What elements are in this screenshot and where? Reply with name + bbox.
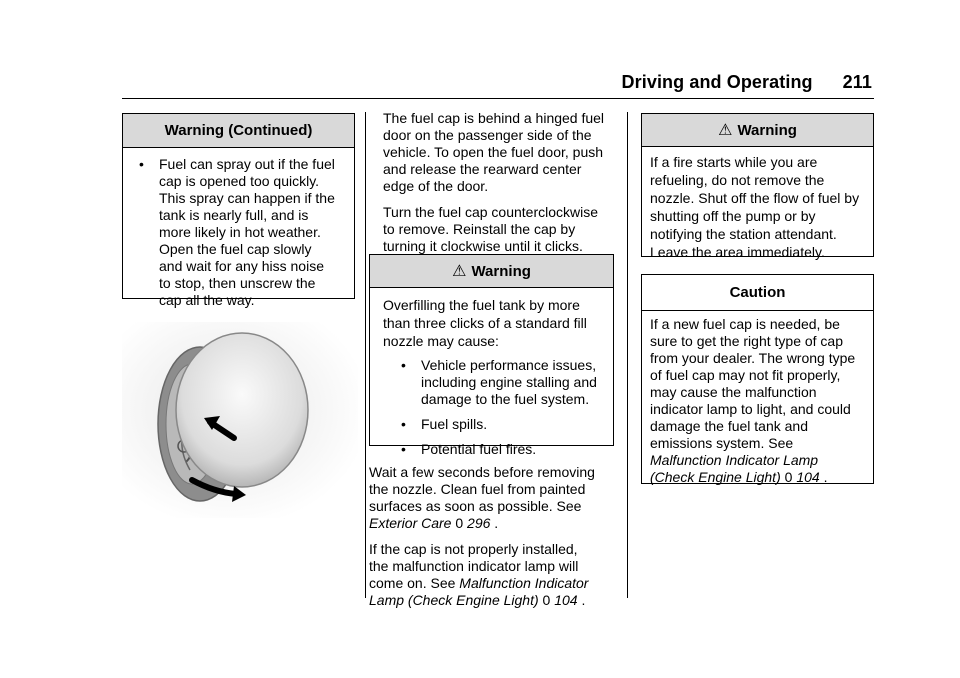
text-line: to remove. Reinstall the cap by (383, 221, 576, 237)
text-line: including engine stalling and (421, 374, 597, 390)
section-title: Driving and Operating (621, 72, 813, 92)
text-line: the nozzle. Clean fuel from painted (369, 481, 586, 497)
text-line: emissions system. See (650, 435, 794, 451)
text-line: cap is opened too quickly. (159, 173, 320, 189)
caution-title (642, 275, 873, 311)
overfill-warning-title-text: Warning (471, 262, 531, 280)
bullet-marker: • (401, 357, 406, 373)
paragraph-cap-install (369, 541, 621, 609)
text-line: If the cap is not properly installed, (369, 541, 578, 557)
fuel-cap-illustration (122, 322, 358, 518)
caution-title-text: Caution (729, 284, 786, 301)
page-ref-number[interactable]: 104 (554, 592, 578, 608)
warning-bullet (139, 156, 346, 309)
text-line: nozzle may cause: (383, 333, 499, 349)
header-rule (122, 98, 874, 99)
text-line: damage to the fuel system. (421, 391, 590, 407)
warning-continued-title (123, 114, 354, 148)
middle-column-bottom (369, 464, 621, 618)
text-line: cap all the way. (159, 292, 255, 308)
fire-warning-box (641, 113, 874, 260)
malfunction-lamp-link[interactable]: Malfunction Indicator (459, 575, 589, 591)
bullet-marker: • (401, 441, 406, 457)
text-line: than three clicks of a standard fill (383, 315, 587, 331)
text-line: If a fire starts while you are (650, 154, 818, 170)
text-line: come on. See (369, 575, 460, 591)
text-line: surfaces as soon as possible. See (369, 498, 582, 514)
text-line: edge of the door. (383, 178, 489, 194)
text-line: notifying the station attendant. (650, 226, 837, 242)
text-line: Fuel spills. (421, 416, 488, 432)
malfunction-lamp-link[interactable]: (Check Engine Light) (650, 469, 781, 485)
text-line: and release the rearward center (383, 161, 582, 177)
page-ref-number[interactable]: 296 (467, 515, 491, 531)
page-ref-arrow: 0 (784, 469, 793, 485)
column-divider-right (627, 112, 628, 598)
text-line: sure to get the right type of cap (650, 333, 844, 349)
text-line: The fuel cap is behind a hinged fuel (383, 110, 605, 126)
text-line: door on the passenger side of the (383, 127, 592, 143)
malfunction-lamp-link[interactable]: Malfunction Indicator Lamp (650, 452, 819, 468)
text-line: Open the fuel cap slowly (159, 241, 312, 257)
sentence-end: . (819, 469, 828, 485)
text-line: nozzle. Shut off the flow of fuel by (650, 190, 860, 206)
text-line: and wait for any hiss noise (159, 258, 324, 274)
text-line: Fuel can spray out if the fuel (159, 156, 335, 172)
text-line: Turn the fuel cap counterclockwise (383, 204, 599, 220)
overfill-bullet (401, 357, 605, 408)
sentence-end: . (490, 515, 499, 531)
overfill-warning-box (369, 254, 614, 457)
text-line: may cause the malfunction (650, 384, 817, 400)
caution-box (641, 274, 874, 484)
text-line: the malfunction indicator lamp will (369, 558, 579, 574)
fire-warning-title-text: Warning (737, 121, 797, 139)
text-line: indicator lamp to light, and could (650, 401, 851, 417)
sentence-end: . (577, 592, 586, 608)
text-line: Overfilling the fuel tank by more (383, 297, 580, 313)
text-line: shutting off the pump or by (650, 208, 816, 224)
overfill-bullet (401, 440, 605, 458)
text-line: tank is nearly full, and is (159, 207, 309, 223)
text-line: Wait a few seconds before removing (369, 464, 595, 480)
page-ref-number[interactable]: 104 (796, 469, 820, 485)
overfill-bullet (401, 415, 605, 433)
paragraph-fuel-door (383, 110, 619, 195)
text-line: from your dealer. The wrong type (650, 350, 856, 366)
fire-warning-title (642, 114, 873, 147)
middle-column-top (383, 110, 619, 264)
page-ref-arrow: 0 (542, 592, 551, 608)
overfill-warning-title (370, 255, 613, 288)
overfill-intro (383, 296, 605, 350)
text-line: more likely in hot weather. (159, 224, 321, 240)
exterior-care-link[interactable]: Exterior Care (369, 515, 452, 531)
bullet-marker: • (139, 156, 144, 172)
text-line: If a new fuel cap is needed, be (650, 316, 840, 332)
text-line: This spray can happen if the (159, 190, 335, 206)
warning-continued-title-text: Warning (Continued) (164, 122, 313, 139)
page-header (622, 72, 872, 93)
warning-continued-box (122, 113, 355, 308)
text-line: turning it clockwise until it clicks. (383, 238, 583, 254)
text-line: Leave the area immediately. (650, 244, 825, 260)
paragraph-turn-cap (383, 204, 619, 255)
text-line: Potential fuel fires. (421, 441, 537, 457)
text-line: refueling, do not remove the (650, 172, 825, 188)
text-line: Vehicle performance issues, (421, 357, 597, 373)
paragraph-wait (369, 464, 621, 532)
warning-icon: ⚠ (452, 263, 467, 280)
page-number: 211 (842, 72, 872, 92)
text-line: of fuel cap may not fit properly, (650, 367, 841, 383)
column-divider-left (365, 112, 366, 598)
warning-icon: ⚠ (718, 122, 733, 139)
text-line: damage the fuel tank and (650, 418, 809, 434)
malfunction-lamp-link[interactable]: Lamp (Check Engine Light) (369, 592, 539, 608)
text-line: to stop, then unscrew the (159, 275, 316, 291)
bullet-marker: • (401, 416, 406, 432)
text-line: vehicle. To open the fuel door, push (383, 144, 604, 160)
warning-bullet-text (159, 156, 335, 309)
page-ref-arrow: 0 (455, 515, 464, 531)
